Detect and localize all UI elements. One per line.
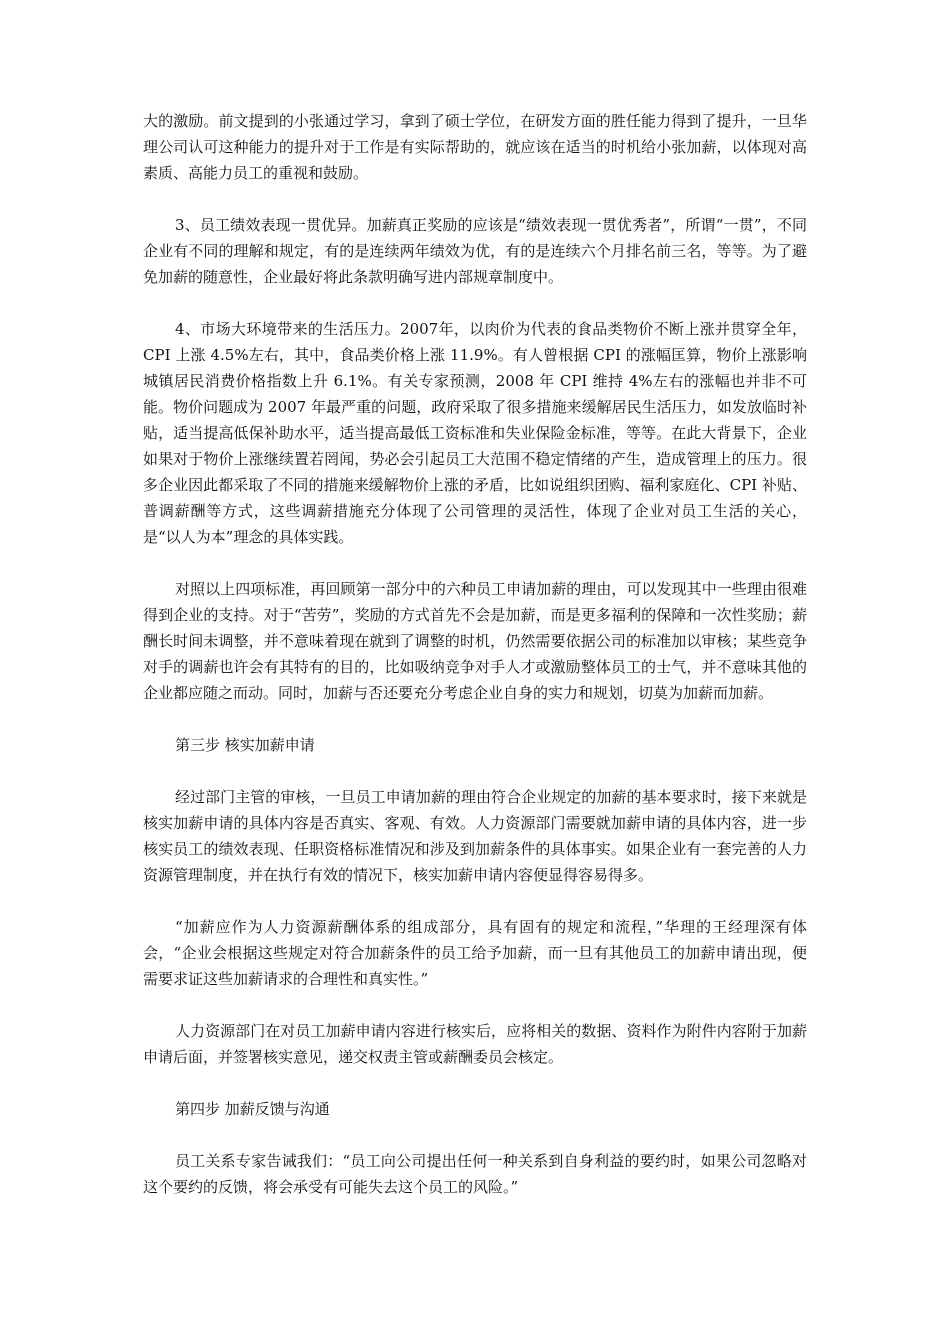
section-heading-step-4: 第四步 加薪反馈与沟通 [175,1100,330,1118]
paragraph-verify-application: 经过部门主管的审核，一旦员工申请加薪的理由符合企业规定的加薪的基本要求时，接下来就是核实加薪申请的具体内容是否真实、客观、有效。人力资源部门需要就加薪申请的具体内容，进一步核实员工的绩效表现、任职资格标准情况和涉及到加薪条件的具体事实。如果企业有一套完善的人力资源管理制度，并在执行有效的情况下，核实加薪申请内容便显得容易得多。 [143,788,807,884]
paragraph-manager-quote: “加薪应作为人力资源薪酬体系的组成部分，具有固有的规定和流程，”华理的王经理深有体会，“企业会根据这些规定对符合加薪条件的员工给予加薪，而一旦有其他员工的加薪申请出现，便需要求证这些加薪请求的合理性和真实性。” [143,918,807,988]
paragraph-hr-attachment: 人力资源部门在对员工加薪申请内容进行核实后，应将相关的数据、资料作为附件内容附于加薪申请后面，并签署核实意见，递交权责主管或薪酬委员会核定。 [143,1022,807,1066]
paragraph-comparison: 对照以上四项标准，再回顾第一部分中的六种员工申请加薪的理由，可以发现其中一些理由很难得到企业的支持。对于“苦劳”，奖励的方式首先不会是加薪，而是更多福利的保障和一次性奖励；薪酬长时间未调整，并不意味着现在就到了调整的时机，仍然需要依据公司的标准加以审核；某些竞争对手的调薪也许会有其特有的目的，比如吸纳竞争对手人才或激励整体员工的士气，并不意味其他的企业都应随之而动。同时，加薪与否还要充分考虑企业自身的实力和规划，切莫为加薪而加薪。 [143,580,807,702]
paragraph-criterion-4: 4、市场大环境带来的生活压力。2007年，以肉价为代表的食品类物价不断上涨并贯穿全年， CPI 上涨 4.5%左右，其中，食品类价格上涨 11.9%。有人曾根据 CPI 的涨幅匡算，物价上涨影响城镇居民消费价格指数上升 6.1%。有关专家预测，2008 年 CPI 维持 4%左右的涨幅也并非不可能。物价问题成为 2007 年最严重的问题，政府采取了很多措施来缓解居民生活压力，如发放临时补贴，适当提高低保补助水平，适当提高最低工资标准和失业保险金标准，等等。在此大背景下，企业如果对于物价上涨继续置若罔闻，势必会引起员工大范围不稳定情绪的产生，造成管理上的压力。很多企业因此都采取了不同的措施来缓解物价上涨的矛盾，比如说组织团购、福利家庭化、CPI 补贴、普调薪酬等方式，这些调薪措施充分体现了公司管理的灵活性，体现了企业对员工生活的关心，是“以人为本”理念的具体实践。 [143,320,807,546]
paragraph-criterion-3: 3、员工绩效表现一贯优异。加薪真正奖励的应该是“绩效表现一贯优秀者”，所谓“一贯”，不同企业有不同的理解和规定，有的是连续两年绩效为优，有的是连续六个月排名前三名，等等。为了避免加薪的随意性，企业最好将此条款明确写进内部规章制度中。 [143,216,807,286]
section-heading-step-3: 第三步 核实加薪申请 [175,736,315,754]
paragraph-continuation: 大的激励。前文提到的小张通过学习，拿到了硕士学位，在研发方面的胜任能力得到了提升，一旦华理公司认可这种能力的提升对于工作是有实际帮助的，就应该在适当的时机给小张加薪，以体现对高素质、高能力员工的重视和鼓励。 [143,112,807,182]
paragraph-expert-advice: 员工关系专家告诫我们：“员工向公司提出任何一种关系到自身利益的要约时，如果公司忽略对这个要约的反馈，将会承受有可能失去这个员工的风险。” [143,1152,807,1196]
document-page [143,108,807,1226]
